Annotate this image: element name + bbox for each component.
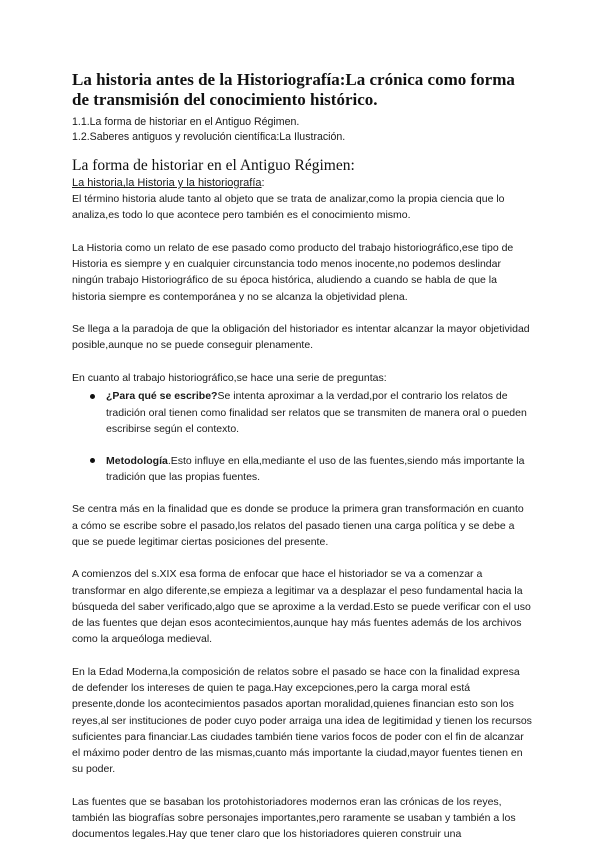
paragraph-3: Se llega a la paradoja de que la obligación del historiador es intentar alcanzar la mayor objetividad posible,aunque no se puede conseguir plenamente. bbox=[72, 323, 530, 352]
subheading-text: La historia,la Historia y la historiografía bbox=[72, 177, 262, 189]
paragraph-6: A comienzos del s.XIX esa forma de enfocar que hace el historiador se va a comenzar a transformar en algo diferente,se empieza a legitimar va a desplazar el peso fundamental hacia la búsqueda del saber verificado,algo que se aproxime a la verdad.Esto se puede verificar con el uso de las fuentes que dejan esos acontecimientos,aunque hay más fuentes además de los archivos como la arqueóloga medieval. bbox=[72, 568, 531, 646]
paragraph-5: Se centra más en la finalidad que es donde se produce la primera gran transformación en cuanto a cómo se escribe sobre el pasado,los relatos del pasado tienen una carga política y se debe a que se puede legitimar ciertas posiciones del presente. bbox=[72, 503, 524, 548]
bullet-icon bbox=[90, 458, 95, 463]
table-of-contents bbox=[72, 115, 532, 145]
paragraph-7: En la Edad Moderna,la composición de relatos sobre el pasado se hace con la finalidad expresa de defender los intereses de quien te paga.Hay excepciones,pero la carga moral está presente,donde los acontecimientos pasados aportan moralidad,quienes financian esto son los reyes,al ser instituciones de poder cuyo poder arraiga una idea de legitimidad y tienen los recursos suficientes para financiar.Las ciudades también tiene varios focos de poder con el fin de alcanzar el máximo poder dentro de las mismas,cuanto más importante la ciudad,mayor fuentes tienen en su poder. bbox=[72, 665, 532, 776]
bullet-text: Se intenta aproximar a la verdad,por el contrario los relatos de tradición oral tienen como finalidad ser relatos que se transmiten de manera oral o pueden escribirse según el contexto. bbox=[106, 390, 527, 435]
bullet-icon bbox=[90, 394, 95, 399]
subheading bbox=[72, 176, 532, 191]
toc-item: 1.2.Saberes antiguos y revolución científica:La Ilustración. bbox=[72, 131, 346, 143]
paragraph-8: Las fuentes que se basaban los protohistoriadores modernos eran las crónicas de los reyes, también las biografías sobre personajes importantes,pero raramente se usaban y también a los documentos legales.Hay que tener claro que los historiadores quieren construir una bbox=[72, 795, 516, 841]
paragraph-4: En cuanto al trabajo historiográfico,se hace una serie de preguntas: bbox=[72, 372, 387, 385]
document-content bbox=[72, 70, 532, 859]
list-item bbox=[72, 388, 532, 437]
questions-list bbox=[72, 388, 532, 485]
bullet-text: .Esto influye en ella,mediante el uso de las fuentes,siendo más importante la tradición que las propias fuentes. bbox=[106, 454, 525, 484]
paragraph-2: La Historia como un relato de ese pasado como producto del trabajo historiográfico,ese tipo de Historia es siempre y en cualquier circunstancia todo menos inocente,no podemos deslindar ningún trabajo Historiográfico de su época histórica, aludiendo a cuando se habla de que la historia siempre es contemporánea y no se alcanza la objetividad plena. bbox=[72, 241, 514, 303]
toc-item: 1.1.La forma de historiar en el Antiguo Régimen. bbox=[72, 116, 300, 128]
document-title: La historia antes de la Historiografía:La crónica como forma de transmisión del conocimiento histórico. bbox=[72, 70, 515, 109]
bullet-bold: Metodología bbox=[106, 454, 168, 467]
paragraph-1: El término historia alude tanto al objeto que se trata de analizar,como la propia ciencia que lo analiza,es todo lo que acontece pero también es el conocimiento mismo. bbox=[72, 193, 505, 222]
list-item bbox=[72, 453, 532, 485]
section-heading: La forma de historiar en el Antiguo Régimen: bbox=[72, 157, 355, 174]
subheading-colon: : bbox=[261, 177, 265, 189]
bullet-bold: ¿Para qué se escribe? bbox=[106, 390, 218, 403]
